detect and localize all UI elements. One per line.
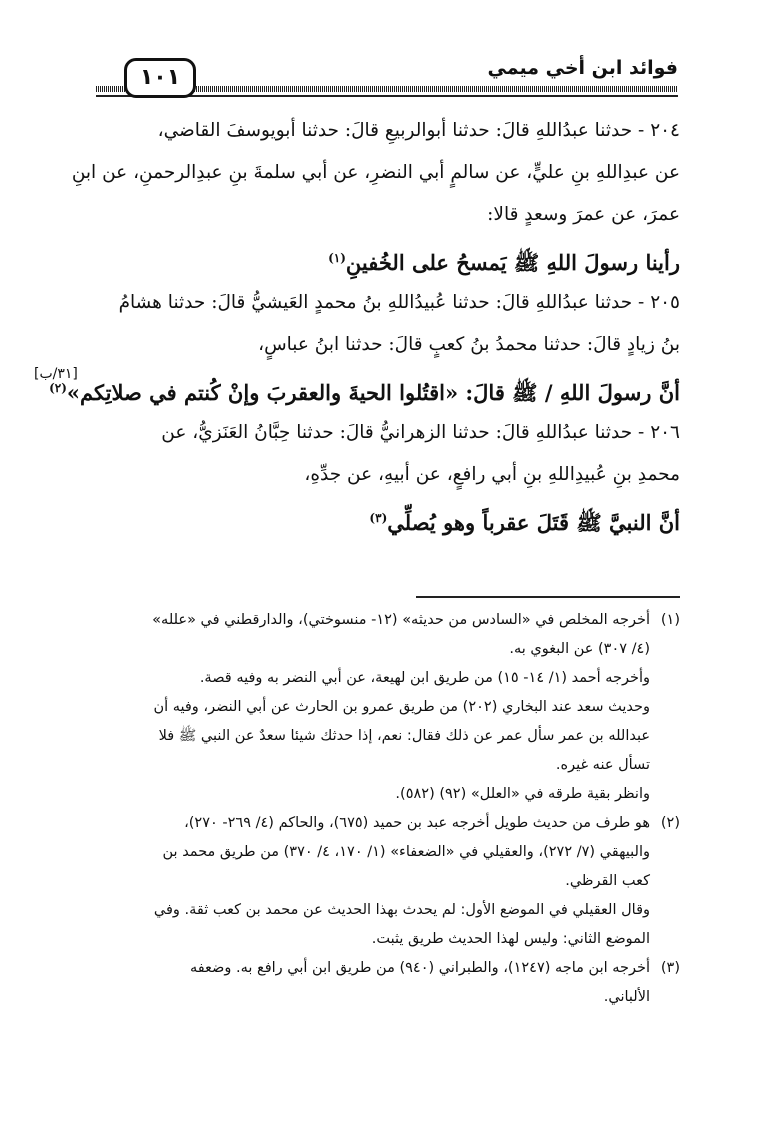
text-line: عمرَ، عن عمرَ وسعدٍ قالا: bbox=[487, 204, 680, 225]
hadith-body: رأينا رسولَ اللهِ ﷺ يَمسحُ على الخُفينِ bbox=[345, 250, 680, 275]
footnote-line: وحديث سعد عند البخاري (٢٠٢) من طريق عمرو بن الحارث عن أبي النضر، وفيه أن bbox=[153, 699, 650, 715]
footnote-line: الألباني. bbox=[603, 989, 650, 1005]
footnote-line: تسأل عنه غيره. bbox=[555, 757, 650, 773]
footnote-line bbox=[60, 809, 680, 838]
footnote-line: عبدالله بن عمر سأل عمر عن ذلك فقال: نعم، إذا حدثك شيئا سعدٌ عن النبي ﷺ فلا bbox=[158, 728, 650, 744]
footnote-line bbox=[60, 954, 680, 983]
text-line: ٢٠٦ - حدثنا عبدُاللهِ قالَ: حدثنا الزهرانيُّ قالَ: حدثنا حِبَّانُ العَنَزيُّ، عن bbox=[161, 422, 680, 443]
text-line: عن عبدِاللهِ بنِ عليٍّ، عن سالمٍ أبي النضرِ، عن أبي سلمةَ بنِ عبدِالرحمنِ، عن ابنِ bbox=[71, 162, 680, 183]
text-line: محمدِ بنِ عُبيدِاللهِ بنِ أبي رافعٍ، عن أبيهِ، عن جدِّهِ، bbox=[304, 464, 680, 485]
footnote-text: هو طرف من حديث طويل أخرجه عبد بن حميد (٦٧٥)، والحاكم (٤/ ٢٦٩- ٢٧٠)، bbox=[184, 815, 650, 831]
page-number: ١٠١ bbox=[124, 58, 196, 98]
text-line: ٢٠٤ - حدثنا عبدُاللهِ قالَ: حدثنا أبوالربيعِ قالَ: حدثنا أبويوسفَ القاضي، bbox=[157, 120, 680, 141]
footnote-line: وأخرجه أحمد (١/ ١٤- ١٥) من طريق ابن لهيعة، عن أبي النضر به وفيه قصة. bbox=[199, 670, 650, 686]
footnote-line: وقال العقيلي في الموضع الأول: لم يحدث بهذا الحديث عن محمد بن كعب ثقة. وفي bbox=[153, 902, 650, 918]
hadith-text bbox=[60, 238, 680, 284]
page-header bbox=[96, 52, 678, 100]
hadith-body: أنَّ النبيَّ ﷺ قَتَلَ عقرباً وهو يُصلِّي bbox=[387, 510, 680, 535]
footnote-number: (٢) bbox=[660, 815, 680, 831]
footnote-line: (٤/ ٣٠٧) عن البغوي به. bbox=[509, 641, 650, 657]
text-line: ٢٠٥ - حدثنا عبدُاللهِ قالَ: حدثنا عُبيدُاللهِ بنُ محمدٍ العَيشيُّ قالَ: حدثنا هشامُ bbox=[118, 292, 680, 313]
footnote-number: (٣) bbox=[660, 960, 680, 976]
footnote-line: والبيهقي (٧/ ٢٧٢)، والعقيلي في «الضعفاء» (١/ ١٧٠، ٤/ ٣٧٠) من طريق محمد بن bbox=[162, 844, 650, 860]
running-title: فوائد ابن أخي ميمي bbox=[482, 52, 678, 84]
footnotes bbox=[60, 606, 680, 1012]
hadith-body: أنَّ رسولَ اللهِ / ﷺ قالَ: «اقتُلوا الحيةَ والعقربَ وإنْ كُنتم في صلاتِكم» bbox=[66, 380, 680, 405]
footnote-line bbox=[60, 606, 680, 635]
hadith-text bbox=[60, 498, 680, 544]
footnote-divider bbox=[416, 596, 680, 598]
footnote-line: الموضع الثاني: وليس لهذا الحديث طريق يثبت. bbox=[371, 931, 650, 947]
footnote-ref[interactable]: (٢) bbox=[49, 381, 67, 395]
footnote-ref[interactable]: (١) bbox=[328, 251, 346, 265]
footnote-line: وانظر بقية طرقه في «العلل» (٩٢) (٥٨٢). bbox=[395, 786, 650, 802]
manuscript-folio-note: [٣١/ب] bbox=[34, 366, 78, 382]
text-line: بنُ زيادٍ قالَ: حدثنا محمدُ بنُ كعبٍ قالَ: حدثنا ابنُ عباسٍ، bbox=[258, 334, 680, 355]
footnote-text: أخرجه المخلص في «السادس من حديثه» (١٢- منسوختي)، والدارقطني في «علله» bbox=[152, 612, 650, 628]
footnote-number: (١) bbox=[660, 612, 680, 628]
footnote-ref[interactable]: (٣) bbox=[369, 511, 388, 525]
footnote-text: أخرجه ابن ماجه (١٢٤٧)، والطبراني (٩٤٠) من طريق ابن أبي رافع به. وضعفه bbox=[189, 960, 650, 976]
footnote-line: كعب القرظي. bbox=[565, 873, 650, 889]
